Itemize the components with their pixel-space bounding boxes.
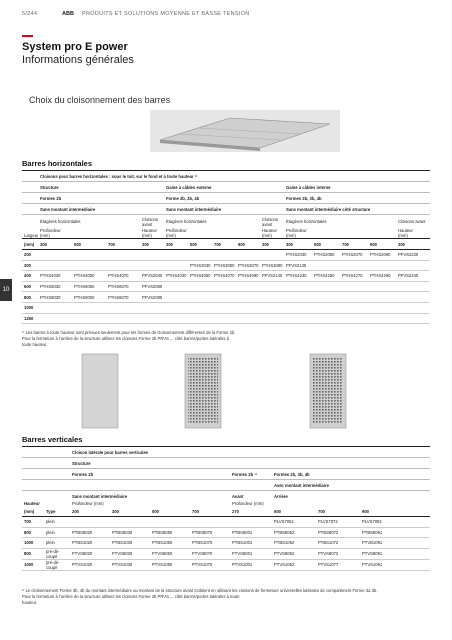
part-code-cell — [212, 281, 236, 292]
part-code-cell: PTHS4270 — [340, 271, 368, 282]
cloisons-avant-b: Cloisons avant — [262, 216, 279, 227]
depth-a-1: 500 — [74, 241, 81, 247]
part-code-cell: PTBS8070 — [190, 527, 230, 538]
part-code-cell — [140, 302, 164, 313]
part-code-cell: PFVS2220 — [396, 250, 430, 261]
part-code-cell: PTBS1020 — [70, 538, 110, 549]
part-code-cell: PTBS8050 — [150, 527, 190, 538]
horizontal-notes — [22, 330, 432, 348]
part-code-cell — [396, 292, 430, 303]
width-unit: (mm) — [24, 241, 35, 247]
part-code-cell — [368, 313, 396, 324]
structure-label: Structure — [38, 182, 164, 193]
part-code-cell — [164, 260, 188, 271]
mm-b: (mm) — [166, 233, 176, 238]
v-note-2: Pour la fermeture à l'arrière de la structure utilisez les cloisons Forme 2b PRVS.... côté barres/portes latérales à toute — [22, 594, 240, 599]
part-code-cell: PTBS1070 — [190, 538, 230, 549]
part-code-cell — [340, 302, 368, 313]
part-code-cell: PTVS8091 — [360, 548, 430, 559]
part-code-cell: PTVS8030 — [110, 548, 150, 559]
v-note-3: hauteur. — [22, 600, 38, 605]
part-code-cell — [38, 260, 72, 271]
row-type: pré-dé-coupé — [44, 559, 70, 570]
part-code-cell: PTVS1070 — [190, 559, 230, 570]
part-code-cell: PTHS8030 — [38, 292, 72, 303]
horizontal-rows — [22, 250, 430, 324]
part-code-cell — [230, 517, 272, 528]
row-width: 200 — [22, 250, 38, 261]
v-note-1: ¹⁾ Le cloisonnement Forme 3b, 4b du montant intermédiaire au montant de la structure avant s'obtient en utilisant les cloisons de fermeture universelles latérales de compartiment Forme 3a 3b. — [22, 588, 378, 593]
part-code-cell — [312, 281, 340, 292]
vertical-mm: (mm) — [24, 508, 35, 514]
vdepth-6: 700 — [318, 508, 325, 514]
depth-c-3: 900 — [370, 241, 377, 247]
vdepth-2: 500 — [152, 508, 159, 514]
part-code-cell — [312, 313, 340, 324]
part-code-cell: PTBS8020 — [70, 527, 110, 538]
part-code-cell: PTBS8030 — [110, 527, 150, 538]
hauteur-b: Hauteur — [262, 228, 277, 233]
part-code-cell: PLVS7072 — [316, 517, 360, 528]
vdepth-4: 270 — [232, 508, 239, 514]
part-code-cell: PTHS4050 — [72, 271, 106, 282]
part-code-cell: PTHS4090 — [236, 271, 260, 282]
row-height: 1000 — [22, 538, 44, 549]
etageres-b: Étagères horizontales — [166, 219, 207, 224]
part-code-cell — [368, 260, 396, 271]
part-code-cell — [236, 250, 260, 261]
part-code-cell — [260, 250, 284, 261]
part-code-cell — [284, 292, 312, 303]
forme-c: Formes 2b, 3b, 4b — [284, 193, 430, 204]
part-code-cell: PTHS4050 — [188, 271, 212, 282]
part-code-cell — [284, 281, 312, 292]
cloisons-avant-c: Cloisons avant — [398, 219, 426, 224]
vertical-arriere: Arrière — [274, 493, 288, 499]
vertical-profondeur-right: Profondeur (mm) — [232, 501, 264, 506]
part-code-cell — [38, 313, 72, 324]
part-code-cell — [164, 281, 188, 292]
part-code-cell — [260, 313, 284, 324]
vertical-row — [22, 527, 430, 538]
part-code-cell — [396, 281, 430, 292]
row-height: 800 — [22, 527, 44, 538]
vertical-row — [22, 517, 430, 528]
depth-c-2: 700 — [342, 241, 349, 247]
mm-a2: (mm) — [142, 233, 152, 238]
part-code-cell: PFVS2130 — [284, 260, 312, 271]
mm-a: (mm) — [40, 233, 50, 238]
mm-c: (mm) — [286, 233, 296, 238]
part-code-cell — [72, 313, 106, 324]
horizontal-barrier-photo — [150, 110, 340, 152]
part-code-cell — [70, 517, 110, 528]
h-note-3: toute hauteur. — [22, 342, 48, 347]
part-code-cell: PTVS1050 — [150, 559, 190, 570]
part-code-cell — [212, 292, 236, 303]
mm-b2: (mm) — [262, 233, 272, 238]
vertical-scope: Cloison latérale pour barres verticales — [70, 447, 430, 458]
montant-a: Sans montant intermédiaire — [38, 204, 164, 215]
part-code-cell — [140, 260, 164, 271]
part-code-cell: PTHS3070 — [236, 260, 260, 271]
abb-logo: ABB — [62, 11, 74, 17]
mm-c2: (mm) — [398, 233, 408, 238]
profondeur-a: Profondeur — [40, 228, 61, 233]
part-code-cell: PTBS1072 — [316, 538, 360, 549]
part-code-cell: PTHS6070 — [106, 281, 140, 292]
row-width: 400 — [22, 271, 38, 282]
depth-b-2: 700 — [214, 241, 221, 247]
part-code-cell — [340, 260, 368, 271]
part-code-cell — [368, 302, 396, 313]
part-code-cell — [284, 313, 312, 324]
product-title: System pro E power — [22, 41, 128, 53]
part-code-cell — [188, 313, 212, 324]
part-code-cell: PFVS2060 — [140, 281, 164, 292]
part-code-cell — [236, 302, 260, 313]
depth-c-0: 300 — [286, 241, 293, 247]
part-code-cell — [212, 302, 236, 313]
part-code-cell: PTHS4230 — [284, 271, 312, 282]
internal-cable-label: Gaine à câbles interne — [284, 182, 430, 193]
vertical-structure: Structure — [70, 458, 430, 469]
part-code-cell — [106, 313, 140, 324]
part-code-cell: PTVS1091 — [360, 559, 430, 570]
page-subtitle: Informations générales — [22, 54, 134, 66]
part-code-cell — [72, 250, 106, 261]
part-code-cell: PTHS6030 — [38, 281, 72, 292]
forme-b: Forme 2b, 3b, 4b — [164, 193, 284, 204]
horizontal-row — [22, 250, 430, 261]
part-code-cell: PTBS1001 — [230, 538, 272, 549]
part-code-cell — [106, 302, 140, 313]
vertical-forme-mid: Formes 2b ¹⁾ — [230, 469, 272, 480]
montant-b: Sans montant intermédiaire — [164, 204, 284, 215]
part-code-cell: PTHS4030 — [38, 271, 72, 282]
part-code-cell: PTBS8052 — [272, 527, 316, 538]
part-code-cell — [164, 292, 188, 303]
part-code-cell: PTVS8052 — [272, 548, 316, 559]
part-code-cell: PFVS2240 — [396, 271, 430, 282]
forme-a: Formes 2b — [38, 193, 164, 204]
vertical-hauteur: Hauteur — [24, 501, 40, 506]
part-code-cell: PTBS8072 — [316, 527, 360, 538]
etageres-a: Étagères horizontales — [40, 219, 81, 224]
part-code-cell: PTVS1001 — [230, 559, 272, 570]
front-b: 200 — [262, 241, 269, 247]
part-code-cell: PTBS8091 — [360, 527, 430, 538]
part-code-cell — [340, 313, 368, 324]
part-code-cell — [236, 292, 260, 303]
part-code-cell — [236, 281, 260, 292]
part-code-cell — [312, 260, 340, 271]
part-code-cell — [72, 260, 106, 271]
depth-b-1: 500 — [190, 241, 197, 247]
part-code-cell: PTVS1020 — [70, 559, 110, 570]
h-note-1: ¹⁾ Les barres à toute hauteur sont prévues seulement pour les formes de cloisonnement différentes de la Forme 2b. — [22, 330, 236, 335]
vertical-forme-left: Formes 2b — [70, 469, 230, 480]
part-code-cell — [340, 281, 368, 292]
row-height: 1000 — [22, 559, 44, 570]
part-code-cell: PTHS2070 — [340, 250, 368, 261]
horizontal-row — [22, 271, 430, 282]
part-code-cell: PTVS1077 — [316, 559, 360, 570]
part-code-cell: PTVS8001 — [230, 548, 272, 559]
horizontal-table — [22, 171, 430, 324]
part-code-cell: PTVS8072 — [316, 548, 360, 559]
row-height: 700 — [22, 517, 44, 528]
part-code-cell: PTVS8020 — [70, 548, 110, 559]
vdepth-7: 900 — [362, 508, 369, 514]
part-code-cell — [190, 517, 230, 528]
hauteur-a: Hauteur — [142, 228, 157, 233]
part-code-cell — [188, 292, 212, 303]
part-code-cell — [396, 313, 430, 324]
vertical-avant: Avant — [232, 493, 244, 499]
section-title: Choix du cloisonnement des barres — [29, 95, 171, 105]
vertical-table — [22, 447, 430, 571]
part-code-cell: PTHS8050 — [72, 292, 106, 303]
vertical-profondeur-left: Profondeur (mm) — [72, 501, 104, 506]
part-code-cell — [312, 292, 340, 303]
cloisons-avant-a: Cloisons avant — [142, 216, 159, 227]
row-width: 1000 — [22, 302, 38, 313]
part-code-cell: PTHS3030 — [188, 260, 212, 271]
part-code-cell — [164, 250, 188, 261]
etageres-c: Étagères horizontales — [286, 219, 327, 224]
part-code-cell: PTBS1052 — [272, 538, 316, 549]
part-code-cell — [164, 302, 188, 313]
doc-title: PRODUITS ET SOLUTIONS MOYENNE ET BASSE TENSION — [82, 11, 250, 17]
part-code-cell — [212, 250, 236, 261]
row-type: pré-dé-coupé — [44, 548, 70, 559]
part-code-cell — [260, 302, 284, 313]
row-width: 600 — [22, 281, 38, 292]
vertical-avec: Avec montant intermédiaire — [272, 480, 430, 491]
part-code-cell — [260, 281, 284, 292]
profondeur-c: Profondeur — [286, 228, 307, 233]
vertical-sans: Sans montant intermédiaire — [72, 493, 128, 499]
part-code-cell: PTHS4070 — [106, 271, 140, 282]
horizontal-row — [22, 292, 430, 303]
part-code-cell — [164, 313, 188, 324]
row-width: 800 — [22, 292, 38, 303]
part-code-cell — [106, 260, 140, 271]
depth-c-1: 500 — [314, 241, 321, 247]
part-code-cell: PFVS2040 — [140, 271, 164, 282]
depth-b-3: 900 — [238, 241, 245, 247]
vertical-row — [22, 538, 430, 549]
horizontal-heading: Barres horizontales — [22, 159, 93, 168]
part-code-cell: PTHS2090 — [368, 250, 396, 261]
front-a: 200 — [142, 241, 149, 247]
row-width: 300 — [22, 260, 38, 271]
horizontal-row — [22, 260, 430, 271]
part-code-cell: PTVB1091 — [360, 538, 430, 549]
vertical-row — [22, 548, 430, 559]
h-note-2: Pour la fermeture à l'arrière de la structure utilisez les cloisons Forme 2b PRVS.... côté barres/portes latérales à — [22, 336, 229, 341]
part-code-cell — [212, 313, 236, 324]
part-code-cell: PTVS8070 — [190, 548, 230, 559]
part-code-cell — [312, 302, 340, 313]
part-code-cell — [140, 313, 164, 324]
vdepth-1: 300 — [112, 508, 119, 514]
vertical-heading: Barres verticales — [22, 435, 83, 444]
hauteur-c: Hauteur — [398, 228, 413, 233]
part-code-cell — [140, 250, 164, 261]
part-code-cell — [106, 250, 140, 261]
part-code-cell: PTHS4250 — [312, 271, 340, 282]
horizontal-row — [22, 302, 430, 313]
vertical-barrier-photo — [70, 352, 380, 432]
part-code-cell: PLVS7092 — [360, 517, 430, 528]
montant-c: Sans montant intermédiaire côté structure — [284, 204, 430, 215]
row-height: 800 — [22, 548, 44, 559]
row-type: plein — [44, 517, 70, 528]
part-code-cell — [396, 260, 430, 271]
part-code-cell: PTBS1050 — [150, 538, 190, 549]
part-code-cell: PTHS4290 — [368, 271, 396, 282]
part-code-cell — [150, 517, 190, 528]
vdepth-5: 500 — [274, 508, 281, 514]
part-code-cell: PTHS2030 — [284, 250, 312, 261]
profondeur-b: Profondeur — [166, 228, 187, 233]
part-code-cell: PTBS1030 — [110, 538, 150, 549]
part-code-cell — [284, 302, 312, 313]
chapter-tab: 10 — [0, 279, 12, 301]
horizontal-row — [22, 313, 430, 324]
accent-bar — [22, 35, 33, 37]
vdepth-3: 700 — [192, 508, 199, 514]
part-code-cell: PTBS8001 — [230, 527, 272, 538]
horizontal-scope: Cloisons pour barres horizontales : sous le toit, sur le fond et à toute hauteur ¹⁾ — [38, 171, 430, 182]
front-c: 200 — [398, 241, 405, 247]
part-code-cell: PTHS2050 — [312, 250, 340, 261]
part-code-cell: PFVS2080 — [140, 292, 164, 303]
largeur-label: Largeur — [24, 233, 38, 238]
page-number: 5/244 — [22, 11, 38, 17]
vertical-row — [22, 559, 430, 570]
part-code-cell: PTHS8070 — [106, 292, 140, 303]
part-code-cell: PLVS7052 — [272, 517, 316, 528]
vdepth-0: 200 — [72, 508, 79, 514]
part-code-cell: PTHS3050 — [212, 260, 236, 271]
part-code-cell — [340, 292, 368, 303]
part-code-cell — [188, 302, 212, 313]
horizontal-row — [22, 281, 430, 292]
row-type: plein — [44, 527, 70, 538]
row-type: plein — [44, 538, 70, 549]
part-code-cell — [188, 281, 212, 292]
external-cable-label: Gaine à câbles externe — [164, 182, 284, 193]
depth-b-0: 200 — [166, 241, 173, 247]
part-code-cell — [260, 292, 284, 303]
vertical-forme-right: Formes 2b, 3b, 4b — [272, 469, 430, 480]
part-code-cell — [368, 292, 396, 303]
part-code-cell: PTVS1030 — [110, 559, 150, 570]
part-code-cell — [38, 302, 72, 313]
depth-a-2: 700 — [108, 241, 115, 247]
part-code-cell — [188, 250, 212, 261]
part-code-cell — [72, 302, 106, 313]
part-code-cell: PTVS1052 — [272, 559, 316, 570]
part-code-cell — [110, 517, 150, 528]
part-code-cell: PTHS3090 — [260, 260, 284, 271]
part-code-cell: PFVS2140 — [260, 271, 284, 282]
part-code-cell: PTHS4070 — [212, 271, 236, 282]
part-code-cell: PTHS6050 — [72, 281, 106, 292]
part-code-cell: PTVS8050 — [150, 548, 190, 559]
part-code-cell — [236, 313, 260, 324]
row-width: 1250 — [22, 313, 38, 324]
part-code-cell — [368, 281, 396, 292]
depth-a-0: 300 — [40, 241, 47, 247]
vertical-notes — [22, 588, 434, 606]
part-code-cell — [38, 250, 72, 261]
part-code-cell: PTHS4030 — [164, 271, 188, 282]
vertical-type: Type — [46, 508, 56, 514]
vertical-rows — [22, 517, 430, 571]
part-code-cell — [396, 302, 430, 313]
